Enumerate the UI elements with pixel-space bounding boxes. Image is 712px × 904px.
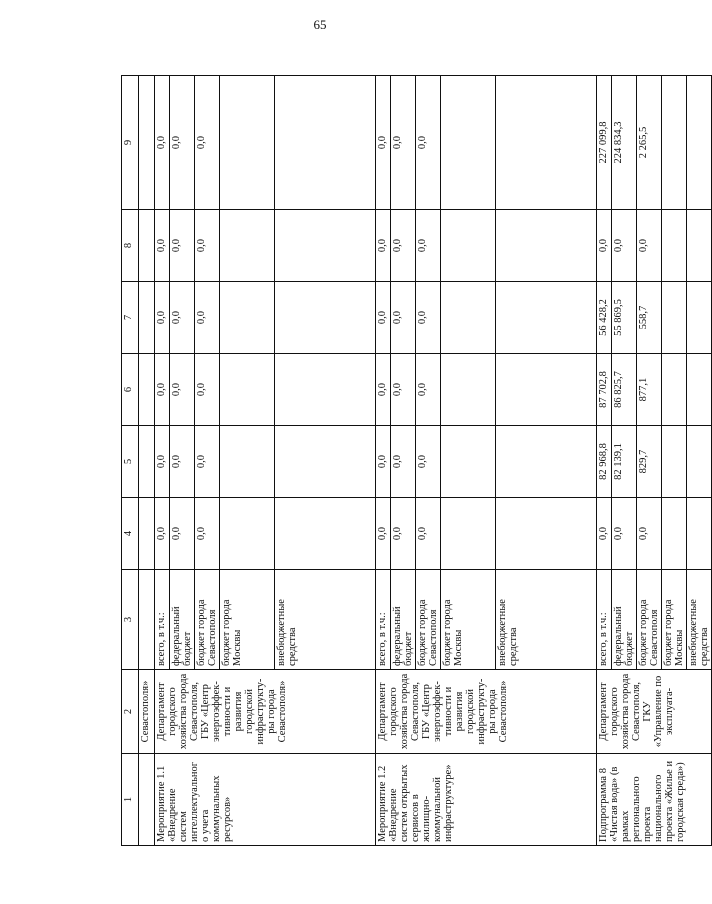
value-cell: 0,0 <box>416 498 441 570</box>
table-cell <box>139 210 155 282</box>
header-row <box>122 76 139 846</box>
value-cell <box>687 498 712 570</box>
source-cell: федеральный бюджет <box>170 570 195 670</box>
value-cell: 0,0 <box>195 282 220 354</box>
value-cell <box>496 354 597 426</box>
value-cell <box>662 282 687 354</box>
source-cell: всего, в т.ч.: <box>155 570 170 670</box>
value-cell <box>496 76 597 210</box>
value-cell <box>441 282 496 354</box>
value-cell <box>275 282 376 354</box>
table-stage <box>121 76 711 846</box>
header-cell: 7 <box>122 282 139 354</box>
table-row <box>376 76 391 846</box>
value-cell: 0,0 <box>391 210 416 282</box>
source-cell: федеральный бюджет <box>391 570 416 670</box>
value-cell: 0,0 <box>195 210 220 282</box>
value-cell: 0,0 <box>195 498 220 570</box>
source-cell: бюджет города Москвы <box>220 570 275 670</box>
value-cell: 0,0 <box>195 426 220 498</box>
value-cell <box>220 76 275 210</box>
value-cell <box>687 426 712 498</box>
source-cell: внебюджетные средства <box>275 570 376 670</box>
source-cell: всего, в т.ч.: <box>597 570 612 670</box>
value-cell <box>496 282 597 354</box>
value-cell <box>441 354 496 426</box>
value-cell <box>687 354 712 426</box>
value-cell <box>220 354 275 426</box>
value-cell: 0,0 <box>195 76 220 210</box>
value-cell: 0,0 <box>170 498 195 570</box>
source-cell: внебюджетные средства <box>687 570 712 670</box>
value-cell <box>662 426 687 498</box>
header-cell: 9 <box>122 76 139 210</box>
table-row <box>155 76 170 846</box>
value-cell: 0,0 <box>637 210 662 282</box>
source-cell: бюджет города Москвы <box>441 570 496 670</box>
source-cell: бюджет города Севастополя <box>195 570 220 670</box>
table-cell <box>139 754 155 846</box>
table-cell <box>139 498 155 570</box>
value-cell <box>220 210 275 282</box>
measure-cell: Мероприятие 1.1 «Внедрение систем интеллектуального учета коммунальных ресурсов» <box>155 754 376 846</box>
page-number: 65 <box>313 17 327 32</box>
value-cell: 0,0 <box>195 354 220 426</box>
executor-cell: Департамент городского хозяйства города Севастополя, ГКУ «Управление по эксплуата- <box>597 670 712 754</box>
value-cell: 0,0 <box>155 282 170 354</box>
value-cell <box>441 426 496 498</box>
measure-cell: Подпрограмма 8 «Чистая вода» (в рамках регионального проекта национального проекта «Жилье и городская среда») <box>597 754 712 846</box>
value-cell <box>275 76 376 210</box>
value-cell: 0,0 <box>376 76 391 210</box>
value-cell: 0,0 <box>597 498 612 570</box>
executor-cell: Департамент городского хозяйства города Севастополя, ГБУ «Центр энергоэффек-тивности и развития городской инфраструкту-ры города Севастополя» <box>376 670 597 754</box>
value-cell <box>662 210 687 282</box>
value-cell <box>687 282 712 354</box>
value-cell: 558,7 <box>637 282 662 354</box>
value-cell: 0,0 <box>391 498 416 570</box>
source-cell: всего, в т.ч.: <box>376 570 391 670</box>
value-cell: 0,0 <box>637 498 662 570</box>
value-cell <box>687 210 712 282</box>
table-cell <box>139 282 155 354</box>
value-cell <box>275 210 376 282</box>
table-row <box>597 76 612 846</box>
table-cell <box>139 570 155 670</box>
value-cell <box>496 498 597 570</box>
value-cell: 0,0 <box>376 426 391 498</box>
value-cell: 0,0 <box>391 426 416 498</box>
value-cell: 87 702,8 <box>597 354 612 426</box>
table-cell <box>139 426 155 498</box>
value-cell: 0,0 <box>597 210 612 282</box>
measure-cell: Мероприятие 1.2 «Внедрение систем открытых сервисов в жилищно-коммунальной инфраструктуре» <box>376 754 597 846</box>
value-cell: 0,0 <box>155 354 170 426</box>
value-cell: 0,0 <box>416 354 441 426</box>
source-cell: бюджет города Севастополя <box>637 570 662 670</box>
table-cell <box>139 354 155 426</box>
value-cell: 0,0 <box>376 498 391 570</box>
value-cell: 55 869,5 <box>612 282 637 354</box>
value-cell: 829,7 <box>637 426 662 498</box>
header-cell: 4 <box>122 498 139 570</box>
value-cell <box>496 426 597 498</box>
value-cell: 0,0 <box>391 354 416 426</box>
header-cell: 5 <box>122 426 139 498</box>
value-cell: 0,0 <box>170 282 195 354</box>
funding-table <box>121 75 712 846</box>
value-cell: 0,0 <box>155 426 170 498</box>
value-cell: 0,0 <box>170 354 195 426</box>
value-cell <box>275 426 376 498</box>
header-cell: 3 <box>122 570 139 670</box>
value-cell <box>662 498 687 570</box>
value-cell: 0,0 <box>376 282 391 354</box>
value-cell: 0,0 <box>376 354 391 426</box>
value-cell: 227 099,8 <box>597 76 612 210</box>
source-cell: внебюджетные средства <box>496 570 597 670</box>
header-cell: 6 <box>122 354 139 426</box>
value-cell <box>441 210 496 282</box>
value-cell: 0,0 <box>416 76 441 210</box>
value-cell <box>275 498 376 570</box>
table-cell <box>139 76 155 210</box>
value-cell <box>220 282 275 354</box>
value-cell <box>275 354 376 426</box>
value-cell: 0,0 <box>170 76 195 210</box>
value-cell: 0,0 <box>416 282 441 354</box>
value-cell: 0,0 <box>612 210 637 282</box>
carry-over-row <box>139 76 155 846</box>
value-cell: 0,0 <box>155 76 170 210</box>
value-cell: 0,0 <box>155 210 170 282</box>
value-cell: 0,0 <box>391 76 416 210</box>
source-cell: федеральный бюджет <box>612 570 637 670</box>
rotated-table-wrapper <box>121 76 711 846</box>
value-cell: 224 834,3 <box>612 76 637 210</box>
value-cell: 82 968,8 <box>597 426 612 498</box>
value-cell: 82 139,1 <box>612 426 637 498</box>
value-cell <box>662 354 687 426</box>
header-cell: 8 <box>122 210 139 282</box>
value-cell: 0,0 <box>391 282 416 354</box>
header-cell: 1 <box>122 754 139 846</box>
value-cell: 56 428,2 <box>597 282 612 354</box>
source-cell: бюджет города Севастополя <box>416 570 441 670</box>
header-cell: 2 <box>122 670 139 754</box>
value-cell: 0,0 <box>155 498 170 570</box>
carry-over-cell: Севастополя» <box>139 670 155 754</box>
value-cell: 0,0 <box>170 210 195 282</box>
value-cell: 0,0 <box>612 498 637 570</box>
executor-cell: Департамент городского хозяйства города Севастополя, ГБУ «Центр энергоэффек-тивности и развития городской инфраструкту-ры города Севастополя» <box>155 670 376 754</box>
value-cell: 0,0 <box>416 426 441 498</box>
value-cell <box>662 76 687 210</box>
value-cell: 877,1 <box>637 354 662 426</box>
value-cell: 0,0 <box>376 210 391 282</box>
value-cell <box>496 210 597 282</box>
source-cell: бюджет города Москвы <box>662 570 687 670</box>
value-cell: 0,0 <box>170 426 195 498</box>
value-cell <box>687 76 712 210</box>
value-cell: 86 825,7 <box>612 354 637 426</box>
value-cell <box>220 498 275 570</box>
value-cell <box>441 76 496 210</box>
value-cell: 0,0 <box>416 210 441 282</box>
value-cell: 2 265,5 <box>637 76 662 210</box>
value-cell <box>441 498 496 570</box>
value-cell <box>220 426 275 498</box>
